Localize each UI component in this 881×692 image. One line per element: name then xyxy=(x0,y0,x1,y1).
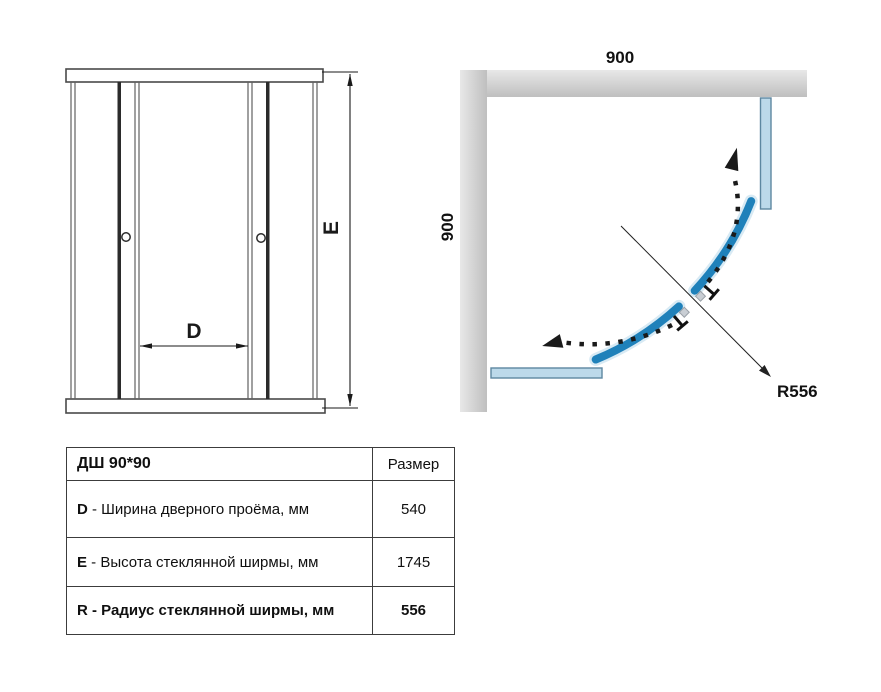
dimension-e xyxy=(320,72,358,408)
top-view-diagram xyxy=(440,25,881,445)
table-row xyxy=(67,538,455,587)
param-e-label: E - Высота стеклянной ширмы, мм xyxy=(67,538,373,587)
spec-table xyxy=(66,447,455,635)
left-door-edge xyxy=(118,82,122,399)
width-900-label: 900 xyxy=(605,48,635,67)
curved-doors xyxy=(596,201,752,359)
travel-arrow-left-icon xyxy=(542,334,563,348)
top-rail xyxy=(66,69,323,82)
arrow-left-icon xyxy=(140,343,152,348)
wall-left xyxy=(460,70,487,412)
table-row xyxy=(67,587,455,635)
arrow-up-icon xyxy=(347,74,352,86)
door-travel-paths xyxy=(564,173,738,344)
handle-lower-icon xyxy=(674,316,683,326)
param-r-label: R - Радиус стеклянной ширмы, мм xyxy=(67,587,373,635)
dimension-d-label: D xyxy=(186,320,202,343)
wall-top xyxy=(460,70,807,97)
table-header-row xyxy=(67,448,455,481)
param-d-value: 540 xyxy=(373,481,455,538)
param-e-value: 1745 xyxy=(373,538,455,587)
glass-panel-bottom xyxy=(491,368,602,378)
dimension-e-label: E xyxy=(320,220,343,236)
frame-profiles xyxy=(71,82,317,399)
right-door-handle-icon xyxy=(257,234,265,242)
travel-arrow-up-icon xyxy=(725,148,739,171)
bottom-rail xyxy=(66,399,325,413)
table-row xyxy=(67,481,455,538)
model-name: ДШ 90*90 xyxy=(67,448,373,481)
arrow-down-icon xyxy=(347,394,352,406)
glass-panel-right xyxy=(761,98,772,209)
left-door-handle-icon xyxy=(122,233,130,241)
front-view-diagram xyxy=(55,58,375,423)
depth-900-label: 900 xyxy=(438,212,457,242)
radius-label: R556 xyxy=(777,382,818,401)
param-d-label: D - Ширина дверного проёма, мм xyxy=(67,481,373,538)
size-column-header: Размер xyxy=(373,448,455,481)
arrow-right-icon xyxy=(236,343,248,348)
param-r-value: 556 xyxy=(373,587,455,635)
dimension-d xyxy=(140,320,248,349)
handle-upper-icon xyxy=(704,286,714,295)
right-door-edge xyxy=(266,82,270,399)
